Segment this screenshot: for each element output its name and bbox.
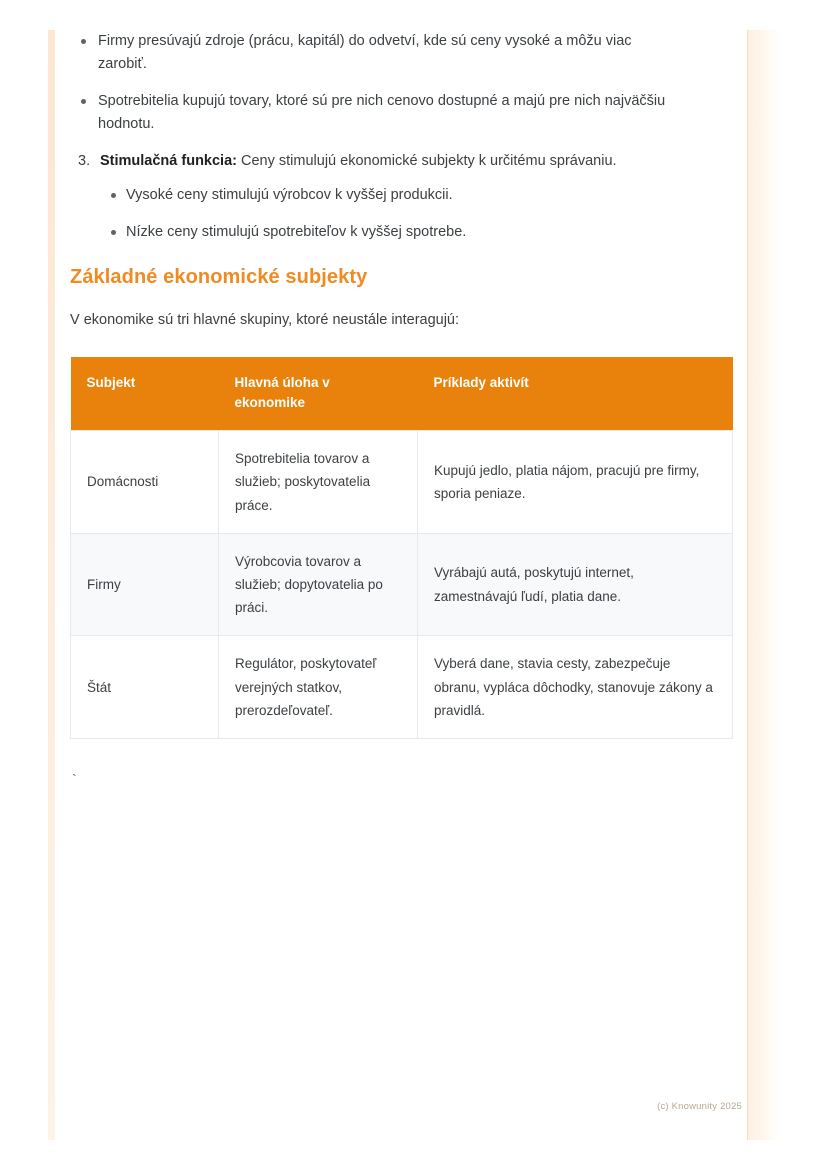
table-body (71, 431, 733, 739)
list-item (100, 150, 670, 244)
top-bullet-list (70, 30, 670, 137)
left-decorative-stripe (48, 30, 55, 1140)
column-header-subject: Subjekt (71, 357, 219, 431)
section-heading: Základné ekonomické subjekty (70, 266, 368, 289)
numbered-list (70, 150, 670, 244)
sub-bullet-list (100, 184, 670, 244)
cell-examples: Kupujú jedlo, platia nájom, pracujú pre firmy, sporia peniaze. (418, 431, 733, 534)
column-header-role: Hlavná úloha v ekonomike (219, 357, 418, 431)
table-row (71, 636, 733, 739)
cell-subject: Štát (71, 636, 219, 739)
table-row (71, 431, 733, 534)
table-header (71, 357, 733, 431)
table-header-row (71, 357, 733, 431)
list-item: Firmy presúvajú zdroje (prácu, kapitál) do odvetví, kde sú ceny vysoké a môžu viac zarobiť. (96, 30, 670, 77)
economic-subjects-table (70, 357, 733, 739)
cell-examples: Vyrábajú autá, poskytujú internet, zamestnávajú ľudí, platia dane. (418, 533, 733, 636)
cell-role: Regulátor, poskytovateľ verejných statkov, prerozdeľovateľ. (219, 636, 418, 739)
cell-role: Spotrebitelia tovarov a služieb; poskytovatelia práce. (219, 431, 418, 534)
column-header-examples: Príklady aktivít (418, 357, 733, 431)
document-page (48, 30, 780, 1140)
section-intro-text: V ekonomike sú tri hlavné skupiny, ktoré neustále interagujú: (70, 312, 460, 329)
term-label: Stimulačná funkcia: (100, 152, 237, 169)
term-description: Ceny stimulujú ekonomické subjekty k určitému správaniu. (236, 152, 617, 169)
cell-examples: Vyberá dane, stavia cesty, zabezpečuje obranu, vypláca dôchodky, stanovuje zákony a pravidlá. (418, 636, 733, 739)
list-item: Nízke ceny stimulujú spotrebiteľov k vyššej spotrebe. (126, 221, 670, 244)
cell-subject: Firmy (71, 533, 219, 636)
document-content (70, 30, 713, 788)
cell-role: Výrobcovia tovarov a služieb; dopytovatelia po práci. (219, 533, 418, 636)
stray-backtick-mark: ` (72, 771, 77, 788)
right-decorative-stripe (747, 30, 780, 1140)
table-row (71, 533, 733, 636)
cell-subject: Domácnosti (71, 431, 219, 534)
list-item: Vysoké ceny stimulujú výrobcov k vyššej produkcii. (126, 184, 670, 207)
copyright-footer: (c) Knowunity 2025 (657, 1101, 742, 1112)
list-item: Spotrebitelia kupujú tovary, ktoré sú pre nich cenovo dostupné a majú pre nich najväčšiu hodnotu. (96, 90, 670, 137)
